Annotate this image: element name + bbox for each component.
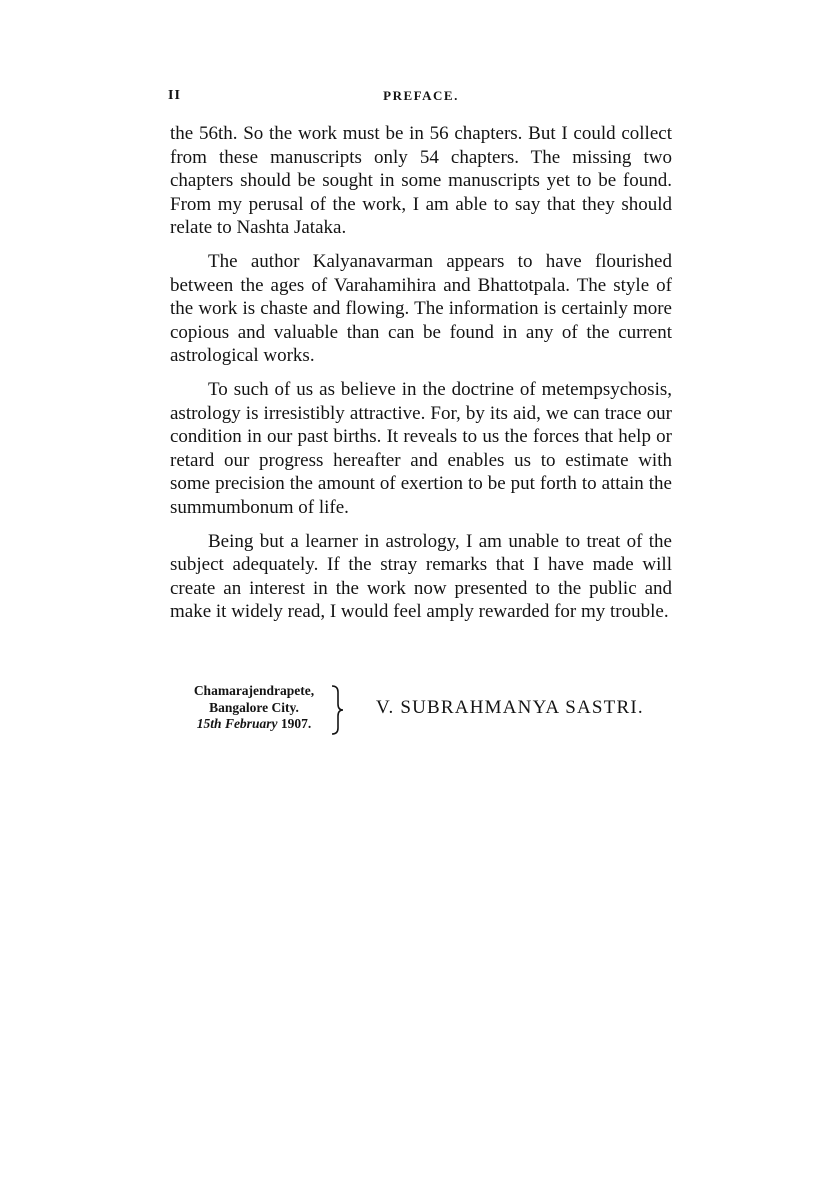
date-year: 1907.: [280, 716, 312, 731]
paragraph-author: The author Kalyanavarman appears to have flourished between the ages of Varahamihira and Bhattotpala. The style of the work is chaste and flowing. The information is certainly more copious and valuable than can be found in any of the current astrological works.: [170, 250, 672, 367]
paragraph-astrology: To such of us as believe in the doctrine of metempsychosis, astrology is irresistibly attractive. For, by its aid, we can trace our condition in our past births. It reveals to us the forces that help or retard our progress hereafter and enables us to estimate with some precision the amount of exertion to be put forth to attain the summumbonum of life.: [170, 378, 672, 518]
place-and-date: [184, 683, 324, 733]
right-brace-icon: [330, 685, 344, 735]
date-day: 15th: [196, 716, 222, 731]
date-line: [184, 716, 324, 733]
paragraph-continuation: the 56th. So the work must be in 56 chapters. But I could collect from these manuscripts only 54 chapters. The missing two chapters should be sought in some manuscripts yet to be found. From my perusal of the work, I am able to say that they should relate to Nashta Jataka.: [170, 123, 672, 239]
address-line-1: Chamarajendrapete,: [193, 683, 315, 698]
address-line-2: Bangalore City.: [209, 699, 299, 715]
running-head: PREFACE.: [383, 88, 459, 103]
paragraph-closing: Being but a learner in astrology, I am unable to treat of the subject adequately. If the stray remarks that I have made will create an interest in the work now presented to the public and make it widely read, I would feel amply rewarded for my trouble.: [170, 530, 672, 623]
date-month: February: [224, 716, 278, 731]
signature-block: [170, 683, 672, 743]
page-header: [168, 88, 674, 108]
author-name: V. SUBRAHMANYA SASTRI.: [376, 697, 644, 718]
page-number: II: [168, 88, 181, 103]
preface-body: [170, 122, 672, 624]
